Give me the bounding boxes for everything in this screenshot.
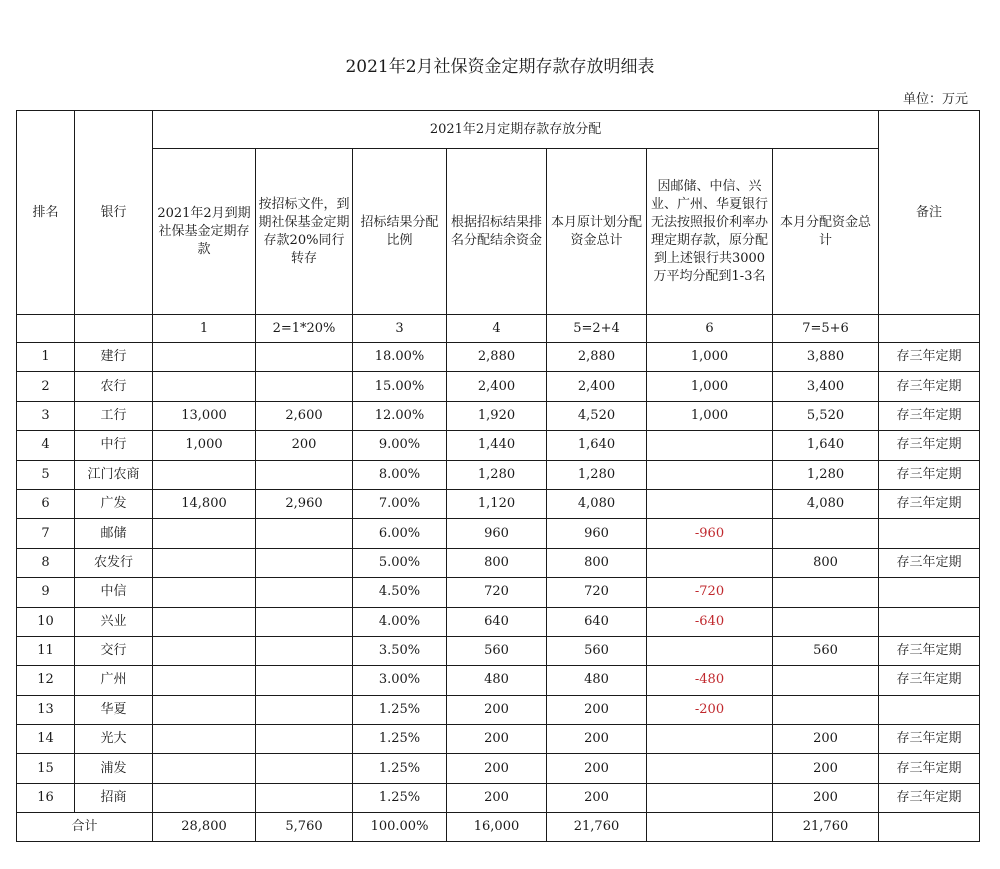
rank-cell: 13 bbox=[17, 695, 75, 724]
remark-cell: 存三年定期 bbox=[879, 548, 980, 577]
index-cell: 1 bbox=[153, 315, 256, 343]
final-total-cell: 3,400 bbox=[773, 372, 879, 401]
rank-cell: 6 bbox=[17, 489, 75, 518]
remaining-alloc-cell: 200 bbox=[447, 695, 547, 724]
table-row bbox=[17, 666, 980, 695]
remaining-alloc-cell: 200 bbox=[447, 783, 547, 812]
final-total-cell: 1,640 bbox=[773, 431, 879, 460]
header-group: 2021年2月定期存款存放分配 bbox=[153, 111, 879, 149]
bank-cell: 浦发 bbox=[75, 754, 153, 783]
rank-cell: 10 bbox=[17, 607, 75, 636]
table-row bbox=[17, 578, 980, 607]
ratio-cell: 7.00% bbox=[353, 489, 447, 518]
maturing-deposit-cell bbox=[153, 460, 256, 489]
transfer-20pct-cell: 2,600 bbox=[256, 401, 353, 430]
maturing-deposit-cell: 13,000 bbox=[153, 401, 256, 430]
ratio-cell: 6.00% bbox=[353, 519, 447, 548]
table-row bbox=[17, 725, 980, 754]
maturing-deposit-cell bbox=[153, 695, 256, 724]
remark-cell: 存三年定期 bbox=[879, 401, 980, 430]
rank-cell: 12 bbox=[17, 666, 75, 695]
maturing-deposit-cell bbox=[153, 607, 256, 636]
planned-total-cell: 4,080 bbox=[547, 489, 647, 518]
reallocation-cell: -960 bbox=[647, 519, 773, 548]
ratio-cell: 1.25% bbox=[353, 725, 447, 754]
final-total-cell: 4,080 bbox=[773, 489, 879, 518]
transfer-20pct-cell bbox=[256, 725, 353, 754]
document-title: 2021年2月社保资金定期存款存放明细表 bbox=[345, 57, 655, 77]
total-transfer-20pct-cell: 5,760 bbox=[256, 813, 353, 842]
maturing-deposit-cell bbox=[153, 519, 256, 548]
table-row bbox=[17, 489, 980, 518]
remaining-alloc-cell: 800 bbox=[447, 548, 547, 577]
transfer-20pct-cell bbox=[256, 548, 353, 577]
final-total-cell bbox=[773, 666, 879, 695]
maturing-deposit-cell: 1,000 bbox=[153, 431, 256, 460]
remaining-alloc-cell: 1,120 bbox=[447, 489, 547, 518]
planned-total-cell: 480 bbox=[547, 666, 647, 695]
transfer-20pct-cell: 2,960 bbox=[256, 489, 353, 518]
planned-total-cell: 800 bbox=[547, 548, 647, 577]
planned-total-cell: 1,640 bbox=[547, 431, 647, 460]
reallocation-cell: 1,000 bbox=[647, 343, 773, 372]
planned-total-cell: 200 bbox=[547, 725, 647, 754]
transfer-20pct-cell bbox=[256, 607, 353, 636]
reallocation-cell bbox=[647, 783, 773, 812]
reallocation-cell bbox=[647, 725, 773, 754]
header-col-2: 按招标文件，到期社保基金定期存款20%同行转存 bbox=[256, 149, 353, 315]
header-col-7: 本月分配资金总计 bbox=[773, 149, 879, 315]
transfer-20pct-cell bbox=[256, 343, 353, 372]
header-rank: 排名 bbox=[17, 111, 75, 315]
rank-cell: 2 bbox=[17, 372, 75, 401]
maturing-deposit-cell bbox=[153, 783, 256, 812]
reallocation-cell bbox=[647, 754, 773, 783]
planned-total-cell: 2,400 bbox=[547, 372, 647, 401]
rank-cell: 11 bbox=[17, 636, 75, 665]
remark-cell: 存三年定期 bbox=[879, 343, 980, 372]
planned-total-cell: 200 bbox=[547, 695, 647, 724]
header-col-5: 本月原计划分配资金总计 bbox=[547, 149, 647, 315]
final-total-cell: 800 bbox=[773, 548, 879, 577]
bank-cell: 招商 bbox=[75, 783, 153, 812]
reallocation-cell: -480 bbox=[647, 666, 773, 695]
remark-cell: 存三年定期 bbox=[879, 431, 980, 460]
ratio-cell: 15.00% bbox=[353, 372, 447, 401]
index-cell: 6 bbox=[647, 315, 773, 343]
header-bank: 银行 bbox=[75, 111, 153, 315]
bank-cell: 农行 bbox=[75, 372, 153, 401]
index-cell: 5=2+4 bbox=[547, 315, 647, 343]
rank-cell: 14 bbox=[17, 725, 75, 754]
reallocation-cell: 1,000 bbox=[647, 401, 773, 430]
reallocation-cell: -200 bbox=[647, 695, 773, 724]
reallocation-cell bbox=[647, 431, 773, 460]
table-row bbox=[17, 460, 980, 489]
bank-cell: 兴业 bbox=[75, 607, 153, 636]
transfer-20pct-cell bbox=[256, 783, 353, 812]
final-total-cell: 200 bbox=[773, 754, 879, 783]
ratio-cell: 4.00% bbox=[353, 607, 447, 636]
header-col-4: 根据招标结果排名分配结余资金 bbox=[447, 149, 547, 315]
ratio-cell: 3.50% bbox=[353, 636, 447, 665]
total-row bbox=[17, 813, 980, 842]
bank-cell: 广发 bbox=[75, 489, 153, 518]
transfer-20pct-cell bbox=[256, 519, 353, 548]
remark-cell: 存三年定期 bbox=[879, 489, 980, 518]
remark-cell: 存三年定期 bbox=[879, 666, 980, 695]
final-total-cell: 200 bbox=[773, 783, 879, 812]
rank-cell: 1 bbox=[17, 343, 75, 372]
ratio-cell: 1.25% bbox=[353, 695, 447, 724]
rank-cell: 3 bbox=[17, 401, 75, 430]
maturing-deposit-cell bbox=[153, 548, 256, 577]
maturing-deposit-cell bbox=[153, 343, 256, 372]
final-total-cell bbox=[773, 607, 879, 636]
header-remark: 备注 bbox=[879, 111, 980, 315]
maturing-deposit-cell: 14,800 bbox=[153, 489, 256, 518]
header-col-3: 招标结果分配比例 bbox=[353, 149, 447, 315]
transfer-20pct-cell bbox=[256, 578, 353, 607]
table-row bbox=[17, 636, 980, 665]
total-remark-cell bbox=[879, 813, 980, 842]
bank-cell: 中信 bbox=[75, 578, 153, 607]
final-total-cell bbox=[773, 695, 879, 724]
ratio-cell: 5.00% bbox=[353, 548, 447, 577]
maturing-deposit-cell bbox=[153, 725, 256, 754]
index-cell: 2=1*20% bbox=[256, 315, 353, 343]
maturing-deposit-cell bbox=[153, 754, 256, 783]
transfer-20pct-cell bbox=[256, 695, 353, 724]
table-row bbox=[17, 431, 980, 460]
ratio-cell: 8.00% bbox=[353, 460, 447, 489]
remark-cell: 存三年定期 bbox=[879, 754, 980, 783]
planned-total-cell: 1,280 bbox=[547, 460, 647, 489]
remark-cell bbox=[879, 519, 980, 548]
remaining-alloc-cell: 720 bbox=[447, 578, 547, 607]
remark-cell bbox=[879, 607, 980, 636]
reallocation-cell: -720 bbox=[647, 578, 773, 607]
table-row bbox=[17, 607, 980, 636]
remaining-alloc-cell: 960 bbox=[447, 519, 547, 548]
final-total-cell: 1,280 bbox=[773, 460, 879, 489]
bank-cell: 光大 bbox=[75, 725, 153, 754]
remark-cell bbox=[879, 695, 980, 724]
unit-label: 单位：万元 bbox=[902, 92, 968, 107]
remaining-alloc-cell: 200 bbox=[447, 725, 547, 754]
reallocation-cell bbox=[647, 636, 773, 665]
final-total-cell bbox=[773, 519, 879, 548]
planned-total-cell: 200 bbox=[547, 783, 647, 812]
total-final-total-cell: 21,760 bbox=[773, 813, 879, 842]
remark-cell: 存三年定期 bbox=[879, 783, 980, 812]
remark-cell: 存三年定期 bbox=[879, 636, 980, 665]
bank-cell: 农发行 bbox=[75, 548, 153, 577]
table-row bbox=[17, 372, 980, 401]
total-planned-total-cell: 21,760 bbox=[547, 813, 647, 842]
rank-cell: 4 bbox=[17, 431, 75, 460]
rank-cell: 16 bbox=[17, 783, 75, 812]
remaining-alloc-cell: 200 bbox=[447, 754, 547, 783]
index-cell: 4 bbox=[447, 315, 547, 343]
planned-total-cell: 200 bbox=[547, 754, 647, 783]
remaining-alloc-cell: 1,440 bbox=[447, 431, 547, 460]
transfer-20pct-cell bbox=[256, 460, 353, 489]
final-total-cell: 3,880 bbox=[773, 343, 879, 372]
final-total-cell: 5,520 bbox=[773, 401, 879, 430]
final-total-cell bbox=[773, 578, 879, 607]
total-label: 合计 bbox=[17, 813, 153, 842]
remaining-alloc-cell: 1,280 bbox=[447, 460, 547, 489]
ratio-cell: 12.00% bbox=[353, 401, 447, 430]
table-row bbox=[17, 401, 980, 430]
total-maturing-deposit-cell: 28,800 bbox=[153, 813, 256, 842]
planned-total-cell: 4,520 bbox=[547, 401, 647, 430]
maturing-deposit-cell bbox=[153, 666, 256, 695]
table-row bbox=[17, 519, 980, 548]
transfer-20pct-cell bbox=[256, 636, 353, 665]
rank-cell: 7 bbox=[17, 519, 75, 548]
index-cell bbox=[17, 315, 75, 343]
bank-cell: 江门农商 bbox=[75, 460, 153, 489]
planned-total-cell: 640 bbox=[547, 607, 647, 636]
maturing-deposit-cell bbox=[153, 372, 256, 401]
reallocation-cell bbox=[647, 460, 773, 489]
reallocation-cell bbox=[647, 548, 773, 577]
reallocation-cell: 1,000 bbox=[647, 372, 773, 401]
planned-total-cell: 720 bbox=[547, 578, 647, 607]
table-row bbox=[17, 343, 980, 372]
planned-total-cell: 560 bbox=[547, 636, 647, 665]
formula-index-row bbox=[17, 315, 980, 343]
rank-cell: 15 bbox=[17, 754, 75, 783]
index-cell: 3 bbox=[353, 315, 447, 343]
transfer-20pct-cell bbox=[256, 666, 353, 695]
remark-cell: 存三年定期 bbox=[879, 460, 980, 489]
bank-cell: 工行 bbox=[75, 401, 153, 430]
deposit-allocation-table bbox=[16, 110, 980, 842]
remaining-alloc-cell: 2,880 bbox=[447, 343, 547, 372]
header-col-6: 因邮储、中信、兴业、广州、华夏银行无法按照报价利率办理定期存款，原分配到上述银行共3000万平均分配到1-3名 bbox=[647, 149, 773, 315]
bank-cell: 中行 bbox=[75, 431, 153, 460]
total-remaining-alloc-cell: 16,000 bbox=[447, 813, 547, 842]
ratio-cell: 3.00% bbox=[353, 666, 447, 695]
remaining-alloc-cell: 2,400 bbox=[447, 372, 547, 401]
table-row bbox=[17, 695, 980, 724]
reallocation-cell bbox=[647, 489, 773, 518]
bank-cell: 华夏 bbox=[75, 695, 153, 724]
reallocation-cell: -640 bbox=[647, 607, 773, 636]
total-reallocation-cell bbox=[647, 813, 773, 842]
index-cell: 7=5+6 bbox=[773, 315, 879, 343]
remaining-alloc-cell: 560 bbox=[447, 636, 547, 665]
remaining-alloc-cell: 1,920 bbox=[447, 401, 547, 430]
bank-cell: 广州 bbox=[75, 666, 153, 695]
remaining-alloc-cell: 640 bbox=[447, 607, 547, 636]
remark-cell: 存三年定期 bbox=[879, 725, 980, 754]
index-cell bbox=[75, 315, 153, 343]
table-row bbox=[17, 754, 980, 783]
bank-cell: 建行 bbox=[75, 343, 153, 372]
header-col-1: 2021年2月到期社保基金定期存款 bbox=[153, 149, 256, 315]
maturing-deposit-cell bbox=[153, 636, 256, 665]
rank-cell: 8 bbox=[17, 548, 75, 577]
remaining-alloc-cell: 480 bbox=[447, 666, 547, 695]
maturing-deposit-cell bbox=[153, 578, 256, 607]
table-row bbox=[17, 548, 980, 577]
ratio-cell: 1.25% bbox=[353, 783, 447, 812]
ratio-cell: 18.00% bbox=[353, 343, 447, 372]
transfer-20pct-cell bbox=[256, 372, 353, 401]
transfer-20pct-cell: 200 bbox=[256, 431, 353, 460]
final-total-cell: 560 bbox=[773, 636, 879, 665]
ratio-cell: 1.25% bbox=[353, 754, 447, 783]
remark-cell bbox=[879, 578, 980, 607]
ratio-cell: 4.50% bbox=[353, 578, 447, 607]
final-total-cell: 200 bbox=[773, 725, 879, 754]
transfer-20pct-cell bbox=[256, 754, 353, 783]
bank-cell: 交行 bbox=[75, 636, 153, 665]
planned-total-cell: 2,880 bbox=[547, 343, 647, 372]
rank-cell: 5 bbox=[17, 460, 75, 489]
rank-cell: 9 bbox=[17, 578, 75, 607]
planned-total-cell: 960 bbox=[547, 519, 647, 548]
remark-cell: 存三年定期 bbox=[879, 372, 980, 401]
total-ratio-cell: 100.00% bbox=[353, 813, 447, 842]
index-cell bbox=[879, 315, 980, 343]
ratio-cell: 9.00% bbox=[353, 431, 447, 460]
table-row bbox=[17, 783, 980, 812]
bank-cell: 邮储 bbox=[75, 519, 153, 548]
